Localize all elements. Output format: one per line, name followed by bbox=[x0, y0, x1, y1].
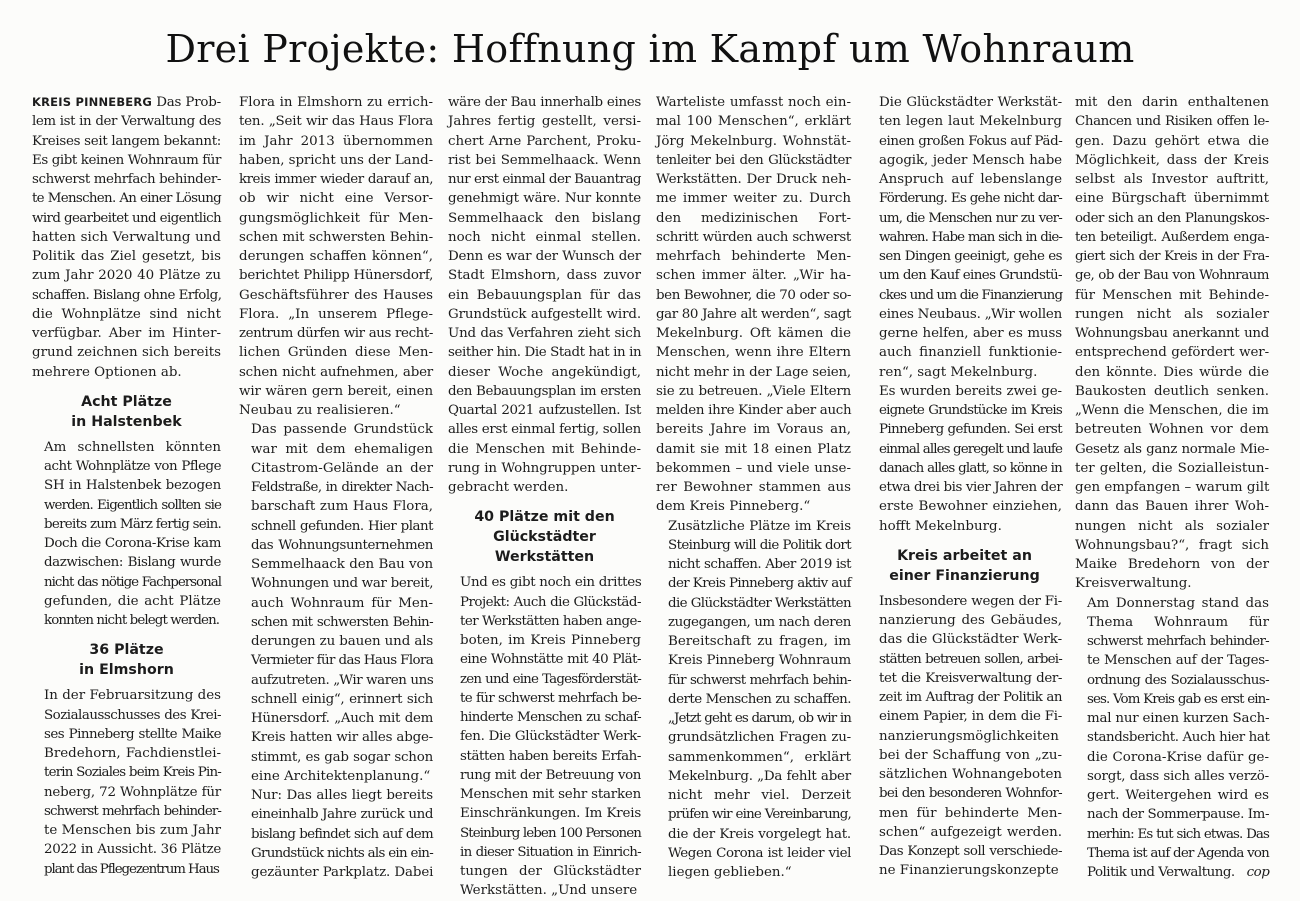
text-line: nur erst einmal der Bauantrag bbox=[448, 172, 641, 187]
text-line: bereits zum März fertig sein. bbox=[44, 516, 222, 532]
text-line: Gesetz als ganz normale Mie- bbox=[1075, 441, 1269, 457]
paragraph bbox=[448, 93, 641, 497]
text-line: Am schnellsten könnten bbox=[44, 439, 221, 455]
text-line: zen und eine Tagesförderstät- bbox=[460, 671, 641, 687]
text-line: Es wurden bereits zwei ge- bbox=[879, 383, 1062, 399]
text-line: schen mit schwersten Behin- bbox=[239, 229, 433, 245]
text-line: Semmelhaack den Bau von bbox=[251, 557, 433, 572]
text-line: agogik, jeder Mensch habe bbox=[879, 152, 1062, 168]
text-line: Mekelnburg. „Da fehlt aber bbox=[668, 768, 851, 784]
text-line: barschaft zum Haus Flora, bbox=[251, 499, 433, 515]
text-line: ses Pinneberg stellte Maike bbox=[44, 726, 221, 742]
text-line: eineinhalb Jahre zurück und bbox=[251, 807, 433, 823]
text-line: fen. Die Glückstädter Werk- bbox=[460, 729, 641, 745]
text-line: sie zu betreuen. „Viele Eltern bbox=[656, 383, 851, 399]
text-line: dem Kreis Pinneberg.“ bbox=[656, 499, 811, 515]
text-line: Quartal 2021 aufzustellen. Ist bbox=[448, 403, 641, 418]
text-line: nanzierungsmöglichkeiten bbox=[879, 728, 1059, 744]
text-line: tenleiter bei den Glückstädter bbox=[656, 152, 851, 168]
text-line: gert. Weitergehen wird es bbox=[1087, 788, 1269, 803]
text-line: Hünersdorf. „Auch mit dem bbox=[251, 711, 433, 726]
text-line: auch finanziell funktionie- bbox=[879, 345, 1062, 361]
text-line: grund zeichnen sich bereits bbox=[32, 345, 221, 361]
text-line: Jahres fertig gestellt, versi- bbox=[448, 114, 641, 130]
text-line: Thema Wohnraum für bbox=[1087, 614, 1269, 630]
text-line: te Menschen. An einer Lösung bbox=[32, 191, 221, 207]
subheading bbox=[448, 507, 641, 567]
text-line: mehrfach behinderte Men- bbox=[656, 249, 851, 264]
text-line: Wohnungsbau anerkannt und bbox=[1075, 326, 1269, 341]
text-fragment: Politik und Verwaltung. bbox=[1087, 865, 1235, 880]
text-line: grundsätzlichen Fragen zu- bbox=[668, 730, 851, 746]
text-line: Sozialausschusses des Krei- bbox=[44, 707, 221, 723]
text-line: gen empfangen – warum gilt bbox=[1075, 480, 1270, 495]
text-line: sorgt, dass sich alles verzö- bbox=[1087, 768, 1269, 784]
text-line: Vermieter für das Haus Flora bbox=[251, 653, 434, 669]
text-line: ren“, sagt Mekelnburg. bbox=[879, 364, 1038, 380]
text-line: danach alles glatt, so könne in bbox=[879, 460, 1062, 476]
text-line: ne Finanzierungskonzepte bbox=[879, 863, 1059, 879]
text-line: im Jahr 2013 übernommen bbox=[239, 133, 433, 149]
text-line: prüfen wir eine Vereinbarung, bbox=[668, 807, 851, 823]
text-line: auch Wohnraum für Men- bbox=[251, 595, 433, 611]
text-line: In der Februarsitzung des bbox=[44, 688, 221, 704]
text-line: Werkstätten. Der Druck neh- bbox=[656, 172, 851, 187]
text-line: tet die Kreisverwaltung der- bbox=[879, 670, 1062, 686]
text-line: Grundstück aufgestellt wird. bbox=[448, 306, 641, 322]
text-line: Chancen und Risiken offen le- bbox=[1075, 114, 1269, 130]
headline: Drei Projekte: Hoffnung im Kampf um Wohnraum bbox=[165, 27, 1135, 71]
text-line: bereits Jahre im Voraus an, bbox=[656, 422, 851, 438]
text-line: oder sich an den Planungskos- bbox=[1075, 210, 1269, 226]
text-line: die der Kreis vorgelegt hat. bbox=[668, 826, 851, 842]
text-line: Grundstück nichts als ein ein- bbox=[251, 845, 434, 861]
text-line: stimmt, es gab sogar schon bbox=[251, 749, 433, 765]
subheading bbox=[867, 546, 1062, 586]
text-line: Kreis hatten wir alles abge- bbox=[251, 730, 433, 746]
text-line: den könnte. Dies würde die bbox=[1075, 364, 1269, 380]
dateline: KREIS PINNEBERG bbox=[32, 95, 153, 109]
text-line: die Glückstädter Werkstätten bbox=[668, 595, 851, 611]
text-line: nicht das nötige Fachpersonal bbox=[44, 574, 221, 590]
text-line: zum Jahr 2020 40 Plätze zu bbox=[32, 268, 221, 284]
text-line: rungen nicht als sozialer bbox=[1075, 306, 1269, 322]
text-line: dann das Bauen ihrer Woh- bbox=[1075, 499, 1269, 515]
text-line: „Jetzt geht es darum, ob wir in bbox=[668, 711, 851, 726]
paragraph bbox=[1075, 594, 1269, 883]
text-line: ter gelten, die Sozialleistun- bbox=[1075, 460, 1269, 476]
text-line: gezäunter Parkplatz. Dabei bbox=[251, 865, 434, 880]
text-line: Kreises seit langem bekannt: bbox=[32, 133, 221, 149]
text-line: Nur: Das alles liegt bereits bbox=[251, 788, 433, 803]
text-line: in dieser Situation in Einrich- bbox=[460, 844, 641, 860]
text-line: te Menschen auf der Tages- bbox=[1087, 653, 1269, 669]
text-line: dazwischen: Bislang wurde bbox=[44, 555, 221, 571]
text-line: gungsmöglichkeit für Men- bbox=[239, 210, 433, 226]
text-line: für Menschen mit Behinde- bbox=[1075, 287, 1269, 303]
text-line: schritt würden auch schwerst bbox=[656, 229, 851, 245]
paragraph bbox=[239, 786, 433, 882]
text-line: stätten betreuen sollen, arbei- bbox=[879, 651, 1062, 667]
text-line: ge, ob der Bau von Wohnraum bbox=[1075, 268, 1269, 284]
text-line: den Bebauungsplan im ersten bbox=[448, 383, 641, 399]
text-line: lichen Gründen diese Men- bbox=[239, 345, 433, 361]
subheading-line: Acht Plätze bbox=[81, 393, 172, 410]
text-line: einmal alles geregelt und laufe bbox=[879, 441, 1062, 457]
text-line: eine Architektenplanung.“ bbox=[251, 768, 431, 784]
text-line: Es gibt keinen Wohnraum für bbox=[32, 152, 222, 168]
text-line: hinderte Menschen zu schaf- bbox=[460, 710, 641, 725]
text-line bbox=[32, 93, 221, 112]
text-line: kreis immer wieder darauf an, bbox=[239, 172, 433, 187]
text-line: genehmigt wäre. Nur konnte bbox=[448, 191, 641, 207]
text-line: Am Donnerstag stand das bbox=[1087, 595, 1269, 611]
text-line: das die Glückstädter Werk- bbox=[879, 632, 1062, 648]
text-line: acht Wohnplätze von Pflege bbox=[44, 459, 221, 474]
text-line: Das Konzept soll verschiede- bbox=[879, 844, 1062, 859]
text-line: schen immer älter. „Wir ha- bbox=[656, 268, 851, 284]
text-line: Feldstraße, in direkter Nach- bbox=[251, 480, 433, 495]
text-line: zugegangen, um nach deren bbox=[668, 614, 852, 630]
paragraph bbox=[32, 93, 221, 382]
text-line: noch nicht einmal stellen. bbox=[448, 229, 641, 245]
text-line: Wegen Corona ist leider viel bbox=[668, 845, 851, 861]
text-line: standsbericht. Auch hier hat bbox=[1087, 730, 1270, 746]
text-line: ben Bewohner, die 70 oder so- bbox=[656, 287, 851, 303]
text-line: te für schwerst mehrfach be- bbox=[460, 690, 641, 706]
subheading-line: 40 Plätze mit den bbox=[474, 509, 615, 526]
text-line: Pinneberg gefunden. Sei erst bbox=[879, 422, 1062, 438]
text-line: bislang befindet sich auf dem bbox=[251, 826, 433, 842]
text-line: Jörg Mekelnburg. Wohnstät- bbox=[656, 133, 851, 149]
text-line: hatten sich Verwaltung und bbox=[32, 229, 221, 245]
paragraph bbox=[448, 573, 641, 900]
text-line: etwa drei bis vier Jahren der bbox=[879, 480, 1063, 495]
article-column-1 bbox=[32, 93, 221, 879]
text-line: ten beteiligt. Außerdem enga- bbox=[1075, 229, 1269, 245]
paragraph bbox=[656, 93, 851, 517]
text-line: schnell einig“, erinnert sich bbox=[251, 691, 433, 707]
article-column-4 bbox=[656, 93, 851, 882]
text-line: Doch die Corona-Krise kam bbox=[44, 536, 221, 551]
paragraph bbox=[1075, 93, 1269, 594]
text-line: men für behinderte Men- bbox=[879, 805, 1062, 821]
text-line: erste Bewohner einziehen, bbox=[879, 499, 1062, 515]
text-line: Warteliste umfasst noch ein- bbox=[656, 95, 851, 110]
text-line: rung mit der Betreuung von bbox=[460, 767, 641, 783]
text-line: Bredehorn, Fachdienstlei- bbox=[44, 746, 221, 761]
text-line: Flora in Elmshorn zu errich- bbox=[239, 95, 433, 110]
text-line: einen großen Fokus auf Päd- bbox=[879, 133, 1063, 149]
text-line: berichtet Philipp Hünersdorf, bbox=[239, 268, 434, 284]
text-line: Neubau zu realisieren.“ bbox=[239, 403, 401, 418]
text-line: wird gearbeitet und eigentlich bbox=[32, 210, 222, 226]
text-line: um, die Menschen nur zu ver- bbox=[879, 210, 1062, 226]
text-line: die Corona-Krise dafür ge- bbox=[1087, 749, 1269, 765]
text-line: für schwerst mehrfach behin- bbox=[668, 672, 851, 688]
text-line: Kreisverwaltung. bbox=[1075, 576, 1192, 592]
text-line: nicht mehr in der Lage seien, bbox=[656, 364, 851, 380]
text-line: eine Bürgschaft übernimmt bbox=[1075, 191, 1269, 207]
text-line: bei den besonderen Wohnfor- bbox=[879, 786, 1062, 802]
text-line: gebracht werden. bbox=[448, 480, 569, 495]
text-line: gen. Dazu gehört etwa die bbox=[1075, 133, 1269, 149]
paragraph bbox=[656, 517, 851, 883]
text-line: ordnung des Sozialausschus- bbox=[1087, 672, 1269, 688]
text-line: Wohnungen und war bereit, bbox=[251, 576, 434, 592]
text-line: plant das Pflegezentrum Haus bbox=[44, 861, 219, 877]
text-line: zeit im Auftrag der Politik an bbox=[879, 690, 1062, 705]
text-line: Steinburg leben 100 Personen bbox=[460, 825, 641, 841]
text-line: dieser Woche angekündigt, bbox=[448, 364, 641, 380]
paragraph bbox=[867, 592, 1062, 881]
text-line: verfügbar. Aber im Hinter- bbox=[32, 326, 221, 341]
text-line: terin Soziales beim Kreis Pin- bbox=[44, 765, 221, 781]
article-column-5 bbox=[867, 93, 1062, 881]
text-line: Kreis Pinneberg Wohnraum bbox=[668, 653, 852, 669]
text-line: den medizinischen Fort- bbox=[656, 210, 851, 226]
text-line: derte Menschen zu schaffen. bbox=[668, 691, 851, 707]
subheading bbox=[32, 392, 221, 432]
text-line: ein Bebauungsplan für das bbox=[448, 287, 641, 303]
text-line: alles erst einmal fertig, sollen bbox=[448, 422, 641, 438]
text-line: sen Dingen geeinigt, gehe es bbox=[879, 249, 1062, 264]
text-line: ten. „Seit wir das Haus Flora bbox=[239, 114, 433, 130]
article-column-3 bbox=[448, 93, 641, 901]
text-line: me immer weiter zu. Durch bbox=[656, 191, 851, 207]
text-line: selbst als Investor auftritt, bbox=[1075, 172, 1269, 187]
text-line: mehrere Optionen ab. bbox=[32, 364, 182, 380]
text-line: nanzierung des Gebäudes, bbox=[879, 613, 1062, 628]
text-line: sammenkommen“, erklärt bbox=[668, 749, 851, 765]
text-line: werden. Eigentlich sollten sie bbox=[44, 497, 221, 513]
text-line: gar 80 Jahre alt werden“, sagt bbox=[656, 306, 851, 322]
text-line: merhin: Es tut sich etwas. Das bbox=[1087, 826, 1269, 842]
text-line: ob wir nicht eine Versor- bbox=[239, 191, 433, 207]
text-line: mal nur einen kurzen Sach- bbox=[1087, 711, 1270, 726]
text-line: ses. Vom Kreis gab es erst ein- bbox=[1087, 691, 1269, 707]
text-line: hofft Mekelnburg. bbox=[879, 518, 1002, 534]
text-line: konnten nicht belegt werden. bbox=[44, 613, 220, 628]
text-line: Menschen, wenn ihre Eltern bbox=[656, 345, 851, 361]
text-line: Flora. „In unserem Pflege- bbox=[239, 306, 433, 322]
text-line: nungen nicht als sozialer bbox=[1075, 518, 1269, 534]
text-line: Denn es war der Wunsch der bbox=[448, 249, 641, 264]
text-line: stätten haben bereits Erfah- bbox=[460, 748, 641, 764]
text-line: nicht mehr viel. Derzeit bbox=[668, 788, 851, 803]
text-line: gefunden, die acht Plätze bbox=[44, 593, 221, 609]
text-line: die Menschen mit Behinde- bbox=[448, 441, 641, 457]
text-line: Anspruch auf lebenslange bbox=[879, 172, 1062, 187]
text-line: tungen der Glückstädter bbox=[460, 864, 641, 879]
paragraph bbox=[32, 686, 221, 879]
text-line: betreuten Wohnen vor dem bbox=[1075, 422, 1269, 438]
text-line: Förderung. Es gehe nicht dar- bbox=[879, 191, 1062, 207]
text-line: Projekt: Auch die Glückstäd- bbox=[460, 594, 641, 610]
text-line: Einschränkungen. Im Kreis bbox=[460, 806, 641, 822]
paragraph bbox=[867, 382, 1062, 536]
text-fragment: Das Prob- bbox=[156, 95, 221, 110]
text-line: mal 100 Menschen“, erklärt bbox=[656, 114, 851, 130]
text-line: schwerst mehrfach behinder- bbox=[32, 172, 221, 187]
paragraph bbox=[239, 420, 433, 786]
text-line: ckes und um die Finanzierung bbox=[879, 287, 1063, 303]
text-line: Bereitschaft zu fragen, im bbox=[668, 634, 851, 649]
text-line: schwerst mehrfach behinder- bbox=[44, 803, 221, 819]
text-line: entsprechend gefördert wer- bbox=[1075, 345, 1269, 361]
text-line: damit sie mit 18 einen Platz bbox=[656, 441, 851, 457]
subheading-line: 36 Plätze bbox=[89, 642, 164, 659]
text-line: Wohnungsbau?“, fragt sich bbox=[1075, 537, 1269, 553]
text-line: Maike Bredehorn von der bbox=[1075, 557, 1269, 572]
text-line: Das passende Grundstück bbox=[251, 422, 433, 438]
text-line: gerne helfen, aber es muss bbox=[879, 326, 1062, 341]
text-line: mit den darin enthaltenen bbox=[1075, 95, 1269, 110]
text-line: SH in Halstenbek bezogen bbox=[44, 478, 221, 494]
text-line: Steinburg will die Politik dort bbox=[668, 537, 851, 553]
text-line: haben, spricht uns der Land- bbox=[239, 152, 433, 168]
text-line: schen“ aufgezeigt werden. bbox=[879, 824, 1062, 840]
text-line: neberg, 72 Wohnplätze für bbox=[44, 784, 221, 800]
text-line: derungen zu bauen und als bbox=[251, 634, 434, 649]
text-line: wir wären gern bereit, einen bbox=[239, 383, 433, 399]
text-line: einem Papier, in dem die Fi- bbox=[879, 709, 1062, 725]
text-line: Stadt Elmshorn, dass zuvor bbox=[448, 268, 641, 284]
text-line: Insbesondere wegen der Fi- bbox=[879, 593, 1062, 609]
text-line: giert sich der Kreis in der Fra- bbox=[1075, 249, 1269, 264]
text-line: Zusätzliche Plätze im Kreis bbox=[668, 518, 851, 534]
text-line: die Wohnplätze sind nicht bbox=[32, 306, 221, 322]
text-line: bei der Schaffung von „zu- bbox=[879, 747, 1062, 763]
text-line: Citastrom-Gelände an der bbox=[251, 460, 433, 476]
text-line: Mekelnburg. Oft kämen die bbox=[656, 326, 851, 341]
text-line: Baukosten deutlich senken. bbox=[1075, 383, 1269, 399]
text-line: das Wohnungsunternehmen bbox=[251, 537, 433, 553]
article-column-6 bbox=[1075, 93, 1269, 882]
author-signature: cop bbox=[1246, 865, 1270, 880]
text-line: „Wenn die Menschen, die im bbox=[1075, 403, 1269, 418]
text-line: ten legen laut Mekelnburg bbox=[879, 114, 1062, 130]
text-line: wäre der Bau innerhalb eines bbox=[448, 95, 641, 110]
subheading bbox=[32, 640, 221, 680]
paragraph bbox=[32, 438, 221, 631]
text-line: schnell gefunden. Hier plant bbox=[251, 518, 433, 534]
text-line: schen mit schwersten Behin- bbox=[251, 614, 433, 630]
text-line: schaffen. Bislang ohne Erfolg, bbox=[32, 287, 222, 303]
text-line: ter Werkstätten haben ange- bbox=[460, 613, 641, 629]
text-line: Und das Verfahren zieht sich bbox=[448, 326, 641, 341]
subheading-line: in Halstenbek bbox=[71, 413, 182, 430]
text-line: der Kreis Pinneberg aktiv auf bbox=[668, 576, 851, 592]
text-line: seither hin. Die Stadt hat in in bbox=[448, 345, 642, 361]
text-line: eine Wohnstätte mit 40 Plät- bbox=[460, 652, 641, 668]
text-line: Politik das Ziel gesetzt, bis bbox=[32, 249, 221, 264]
text-line: Thema ist auf der Agenda von bbox=[1087, 845, 1269, 861]
text-line: melden ihre Kinder aber auch bbox=[656, 403, 852, 418]
text-line: rung in Wohngruppen unter- bbox=[448, 460, 641, 476]
subheading-line: Glückstädter Werkstätten bbox=[493, 529, 596, 566]
article-column-2 bbox=[239, 93, 433, 882]
text-line: schen nicht aufnehmen, aber bbox=[239, 364, 433, 380]
text-line: sätzlichen Wohnangeboten bbox=[879, 767, 1062, 782]
paragraph bbox=[239, 93, 433, 420]
text-line: boten, im Kreis Pinneberg bbox=[460, 633, 641, 648]
text-line: Menschen mit sehr starken bbox=[460, 787, 642, 802]
text-line: Möglichkeit, dass der Kreis bbox=[1075, 152, 1269, 168]
text-line: liegen geblieben.“ bbox=[668, 865, 792, 880]
text-line: derungen schaffen können“, bbox=[239, 249, 433, 264]
text-line: chert Arne Parchent, Proku- bbox=[448, 133, 641, 149]
text-line: nicht schaffen. Aber 2019 ist bbox=[668, 557, 851, 572]
text-line: eignete Grundstücke im Kreis bbox=[879, 403, 1062, 418]
text-line: Werkstätten. „Und unsere bbox=[460, 883, 638, 899]
text-line: nach der Sommerpause. Im- bbox=[1087, 807, 1270, 823]
text-line: 2022 in Aussicht. 36 Plätze bbox=[44, 842, 221, 858]
text-line: bekommen – und viele unse- bbox=[656, 460, 851, 476]
text-line: aufzutreten. „Wir waren uns bbox=[251, 672, 434, 688]
text-line: zentrum dürfen wir aus recht- bbox=[239, 326, 433, 341]
text-line: schwerst mehrfach behinder- bbox=[1087, 634, 1269, 649]
text-line: lem ist in der Verwaltung des bbox=[32, 114, 221, 130]
text-line: eines Neubaus. „Wir wollen bbox=[879, 306, 1063, 322]
text-line: te Menschen bis zum Jahr bbox=[44, 823, 221, 838]
text-line: wahren. Habe man sich in die- bbox=[879, 229, 1062, 245]
text-line: rer Bewohner stammen aus bbox=[656, 480, 851, 495]
subheading-line: Kreis arbeitet an bbox=[897, 547, 1032, 564]
text-line: um den Kauf eines Grundstü- bbox=[879, 268, 1062, 284]
text-line: war mit dem ehemaligen bbox=[251, 441, 433, 457]
paragraph bbox=[867, 93, 1062, 382]
text-line: Geschäftsführer des Hauses bbox=[239, 287, 433, 303]
text-line: Semmelhaack den bislang bbox=[448, 210, 641, 226]
text-line: rist bei Semmelhaack. Wenn bbox=[448, 152, 641, 168]
subheading-line: in Elmshorn bbox=[79, 662, 174, 679]
subheading-line: einer Finanzierung bbox=[889, 567, 1040, 584]
text-line: Und es gibt noch ein drittes bbox=[460, 575, 642, 591]
text-line: Die Glückstädter Werkstät- bbox=[879, 95, 1062, 110]
